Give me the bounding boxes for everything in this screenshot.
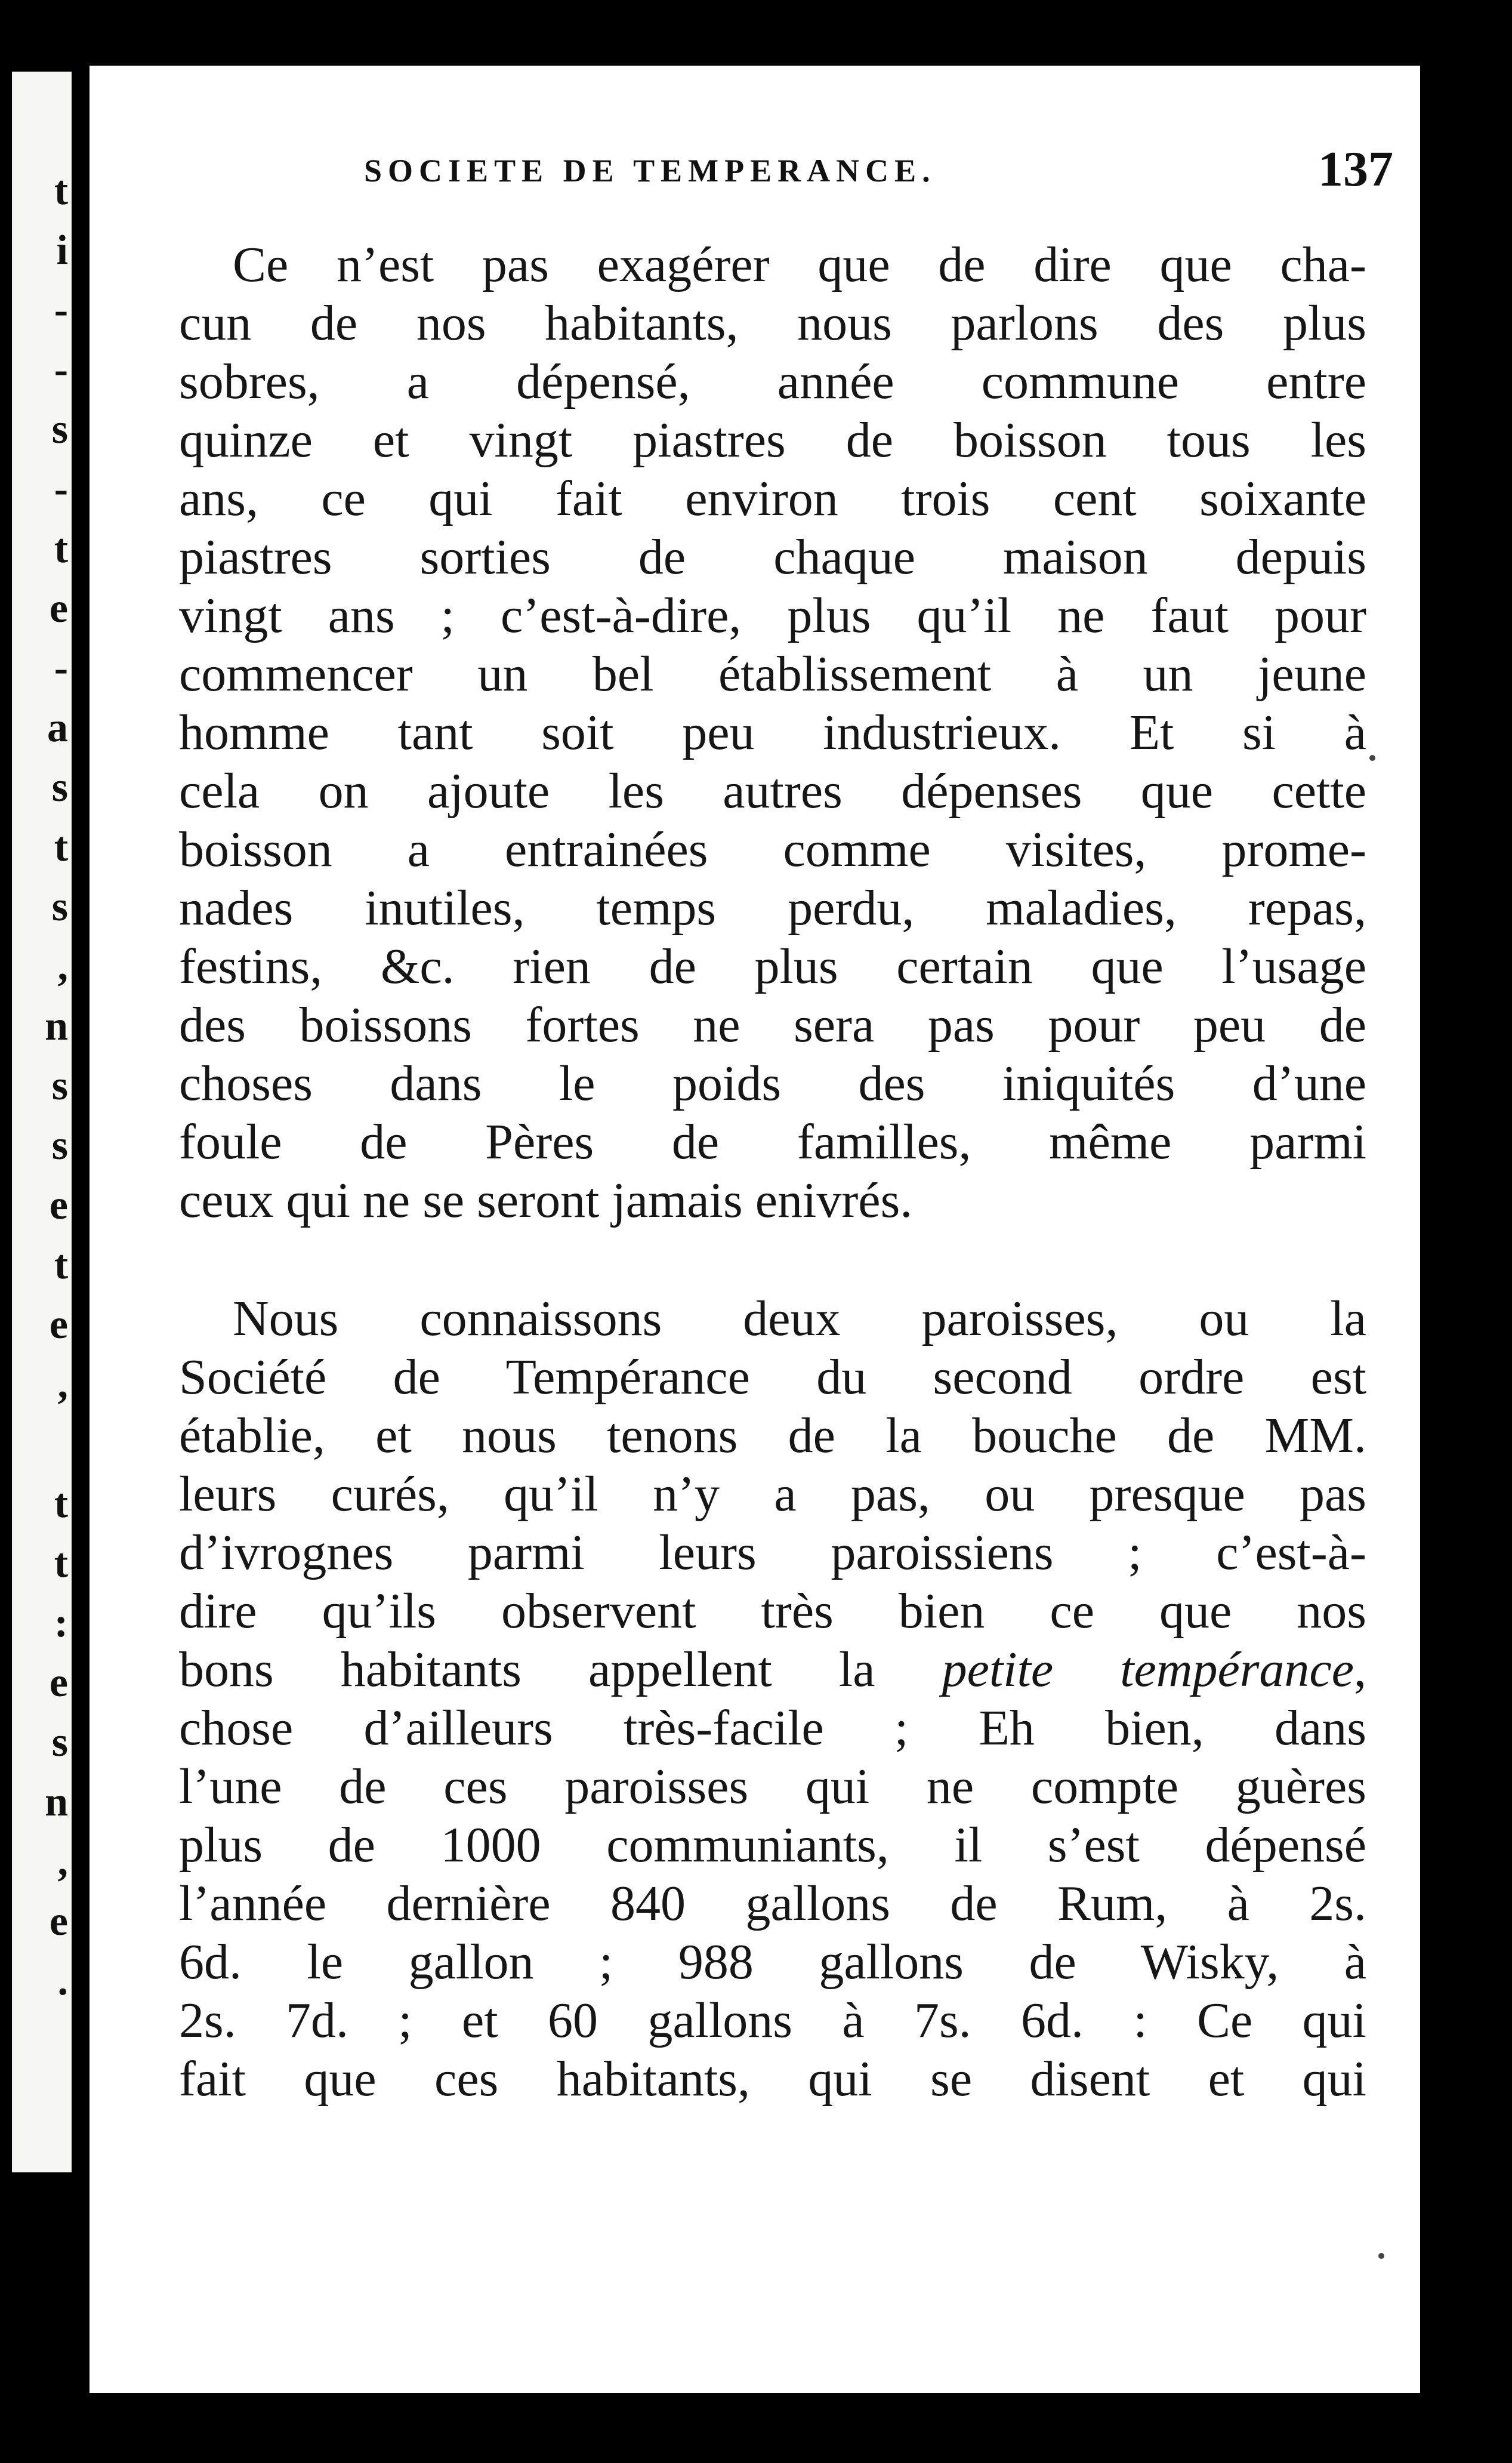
text-line: sobres, a dépensé, année commune entre: [179, 354, 1366, 409]
text-line: établie, et nous tenons de la bouche de MM.: [179, 1408, 1366, 1463]
right-scan-border: [1423, 90, 1441, 2286]
edge-letter: i: [56, 227, 68, 273]
text-line: foule de Pères de familles, même parmi: [179, 1114, 1366, 1170]
text-line: ceux qui ne se seront jamais enivrés.: [179, 1173, 913, 1228]
text-line: cela on ajoute les autres dépenses que cette: [179, 763, 1366, 819]
edge-letter: ,: [57, 1839, 68, 1885]
text-line: chose d’ailleurs très-facile ; Eh bien, dans: [179, 1700, 1366, 1756]
edge-letter: :: [54, 1600, 68, 1646]
edge-letter: s: [51, 1123, 68, 1169]
book-page: [90, 66, 1420, 2393]
running-header: [90, 134, 1420, 200]
text-line: d’ivrognes parmi leurs paroissiens ; c’est-à-: [179, 1525, 1366, 1580]
paragraph-gap: [179, 1230, 1366, 1290]
edge-letter: -: [54, 287, 68, 333]
edge-letter: -: [54, 466, 68, 512]
text-segment: bons habitants appellent la: [179, 1642, 942, 1697]
italic-term: petite tempérance: [942, 1642, 1354, 1697]
edge-letter: s: [51, 406, 68, 452]
page-number: 137: [1318, 141, 1393, 197]
text-line: piastres sorties de chaque maison depuis: [179, 529, 1366, 585]
text-line: Société de Tempérance du second ordre est: [179, 1349, 1366, 1405]
page-text: [179, 236, 1366, 2108]
edge-letter: a: [47, 705, 68, 751]
text-line: l’une de ces paroisses qui ne compte guères: [179, 1759, 1366, 1814]
running-title: SOCIETE DE TEMPERANCE.: [364, 153, 936, 189]
print-speck: [1378, 2253, 1384, 2259]
adjacent-page-letters: [12, 161, 72, 2011]
text-line: choses dans le poids des iniquités d’une: [179, 1056, 1366, 1111]
edge-letter: s: [51, 1719, 68, 1765]
edge-letter: [12, 1414, 72, 1474]
text-segment: ,: [1354, 1642, 1366, 1697]
edge-letter: s: [51, 1063, 68, 1109]
edge-letter: e: [49, 585, 68, 631]
text-line: nades inutiles, temps perdu, maladies, repas,: [179, 880, 1366, 936]
text-line: homme tant soit peu industrieux. Et si à: [179, 705, 1366, 760]
adjacent-page-edge: [12, 72, 72, 2172]
edge-letter: t: [54, 168, 68, 214]
edge-letter: e: [49, 1182, 68, 1228]
edge-letter: n: [45, 1779, 68, 1825]
edge-letter: -: [54, 645, 68, 691]
edge-letter: -: [54, 347, 68, 393]
edge-letter: t: [54, 1540, 68, 1586]
text-line-with-italic: [179, 1641, 1366, 1699]
text-line: plus de 1000 communiants, il s’est dépensé: [179, 1817, 1366, 1873]
text-line: vingt ans ; c’est-à-dire, plus qu’il ne faut pour: [179, 588, 1366, 643]
text-line: boisson a entrainées comme visites, prome-: [179, 822, 1366, 877]
edge-letter: s: [51, 765, 68, 810]
text-line: festins, &c. rien de plus certain que l’usage: [179, 939, 1366, 994]
left-scan-margin: [0, 0, 72, 2463]
edge-letter: t: [54, 824, 68, 870]
text-line: 6d. le gallon ; 988 gallons de Wisky, à: [179, 1934, 1366, 1990]
text-line: leurs curés, qu’il n’y a pas, ou presque pas: [179, 1466, 1366, 1522]
edge-letter: ,: [57, 1361, 68, 1407]
text-line: fait que ces habitants, qui se disent et qui: [179, 2051, 1366, 2107]
text-line: Nous connaissons deux paroisses, ou la: [233, 1291, 1366, 1346]
edge-letter: t: [54, 526, 68, 572]
text-line: cun de nos habitants, nous parlons des plus: [179, 295, 1366, 351]
text-line: quinze et vingt piastres de boisson tous les: [179, 412, 1366, 468]
edge-letter: e: [49, 1660, 68, 1706]
text-line: dire qu’ils observent très bien ce que nos: [179, 1583, 1366, 1639]
text-line: l’année dernière 840 gallons de Rum, à 2s.: [179, 1876, 1366, 1931]
text-line: ans, ce qui fait environ trois cent soixante: [179, 471, 1366, 526]
paragraph-2: [179, 1290, 1366, 2108]
text-line: 2s. 7d. ; et 60 gallons à 7s. 6d. : Ce qui: [179, 1993, 1366, 2048]
print-speck: [1369, 755, 1375, 761]
edge-letter: .: [57, 1958, 68, 2004]
paragraph-1: [179, 236, 1366, 1230]
edge-letter: e: [49, 1302, 68, 1348]
text-line: des boissons fortes ne sera pas pour peu de: [179, 997, 1366, 1053]
edge-letter: n: [45, 1003, 68, 1049]
edge-letter: s: [51, 884, 68, 930]
edge-letter: t: [54, 1481, 68, 1527]
edge-letter: e: [49, 1898, 68, 1944]
text-line: commencer un bel établissement à un jeune: [179, 646, 1366, 702]
text-line: Ce n’est pas exagérer que de dire que cha-: [233, 237, 1366, 292]
edge-letter: t: [54, 1242, 68, 1288]
edge-letter: ,: [57, 944, 68, 989]
